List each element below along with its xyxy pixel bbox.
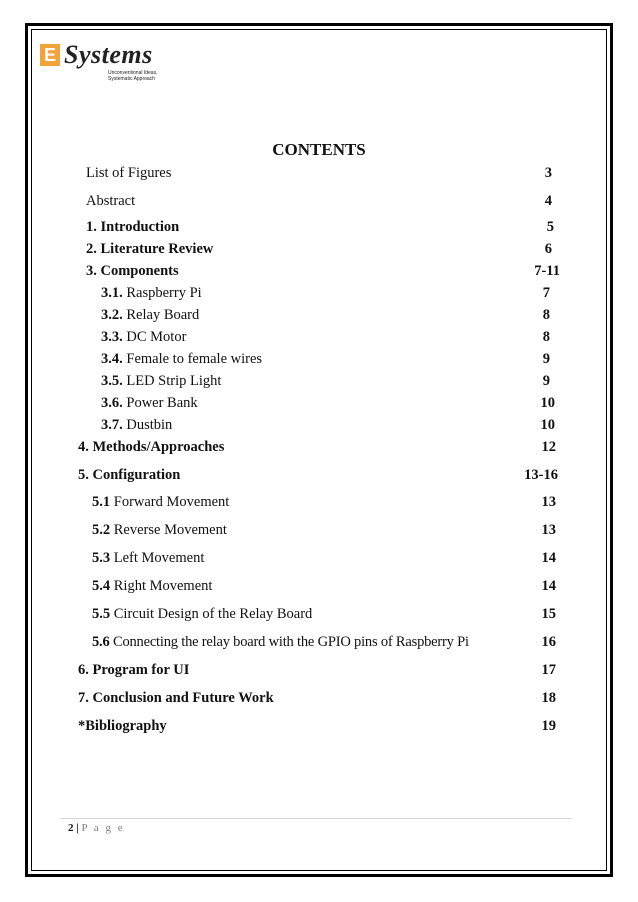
toc-entry-reverse-movement[interactable]: 5.2 Reverse Movement — [92, 522, 227, 538]
toc-entry-circuit-design[interactable]: 5.5 Circuit Design of the Relay Board — [92, 606, 313, 622]
toc-page: 4 — [544, 193, 552, 209]
toc-entry-methods[interactable]: 4. Methods/Approaches — [78, 439, 225, 455]
toc-entry-program-ui[interactable]: 6. Program for UI — [78, 662, 190, 678]
company-logo — [40, 40, 180, 84]
toc-entry-introduction[interactable]: 1. Introduction — [86, 219, 180, 235]
page-word: P a g e — [81, 822, 125, 834]
toc-page: 8 — [542, 329, 550, 345]
toc-entry-components[interactable]: 3. Components — [86, 263, 179, 279]
toc-page: 14 — [541, 578, 556, 594]
toc-page: 18 — [541, 690, 556, 706]
logo-tagline — [108, 70, 157, 82]
logo-letter: E — [40, 44, 60, 66]
toc-entry-power-bank[interactable]: 3.6. Power Bank — [101, 395, 198, 411]
toc-page: 3 — [544, 165, 552, 181]
logo-tagline-1: Unconventional Ideas, — [108, 70, 158, 76]
logo-word: Systems — [64, 40, 153, 69]
toc-entry-abstract[interactable]: Abstract — [86, 193, 136, 209]
toc-page: 8 — [542, 307, 550, 323]
toc-page: 13 — [541, 522, 556, 538]
logo-tagline-2: Systematic Approach — [108, 76, 155, 82]
toc-page: 7 — [542, 285, 550, 301]
toc-entry-dustbin[interactable]: 3.7. Dustbin — [101, 417, 173, 433]
toc-entry-dc-motor[interactable]: 3.3. DC Motor — [101, 329, 187, 345]
toc-page: 17 — [541, 662, 556, 678]
toc-entry-list-of-figures[interactable]: List of Figures — [86, 165, 172, 181]
toc-entry-bibliography[interactable]: *Bibliography — [78, 718, 167, 734]
footer-separator: | — [76, 822, 79, 834]
toc-page: 15 — [541, 606, 556, 622]
toc-entry-literature-review[interactable]: 2. Literature Review — [86, 241, 214, 257]
toc-page: 9 — [542, 351, 550, 367]
toc-entry-female-wires[interactable]: 3.4. Female to female wires — [101, 351, 263, 367]
toc-page: 13 — [541, 494, 556, 510]
toc-page: 10 — [540, 417, 555, 433]
page-footer — [68, 822, 125, 834]
page-number: 2 — [68, 822, 74, 834]
toc-page: 10 — [540, 395, 555, 411]
toc-entry-forward-movement[interactable]: 5.1 Forward Movement — [92, 494, 230, 510]
toc-entry-gpio[interactable]: 5.6 Connecting the relay board with the GPIO pins of Raspberry Pi — [92, 634, 469, 650]
toc-entry-right-movement[interactable]: 5.4 Right Movement — [92, 578, 213, 594]
toc-page: 12 — [541, 439, 556, 455]
toc-entry-led-strip[interactable]: 3.5. LED Strip Light — [101, 373, 222, 389]
toc-entry-conclusion[interactable]: 7. Conclusion and Future Work — [78, 690, 274, 706]
toc-page: 13-16 — [524, 467, 558, 483]
page-title: CONTENTS — [272, 140, 366, 159]
toc-page: 9 — [542, 373, 550, 389]
toc-page: 7-11 — [534, 263, 560, 279]
toc-page: 14 — [541, 550, 556, 566]
toc-entry-raspberry-pi[interactable]: 3.1. Raspberry Pi — [101, 285, 202, 301]
toc-page: 19 — [541, 718, 556, 734]
toc-entry-configuration[interactable]: 5. Configuration — [78, 467, 181, 483]
toc-page: 16 — [541, 634, 556, 650]
toc-entry-left-movement[interactable]: 5.3 Left Movement — [92, 550, 205, 566]
toc-page: 5 — [546, 219, 554, 235]
footer-divider — [60, 818, 572, 819]
toc-page: 6 — [544, 241, 552, 257]
toc-entry-relay-board[interactable]: 3.2. Relay Board — [101, 307, 200, 323]
